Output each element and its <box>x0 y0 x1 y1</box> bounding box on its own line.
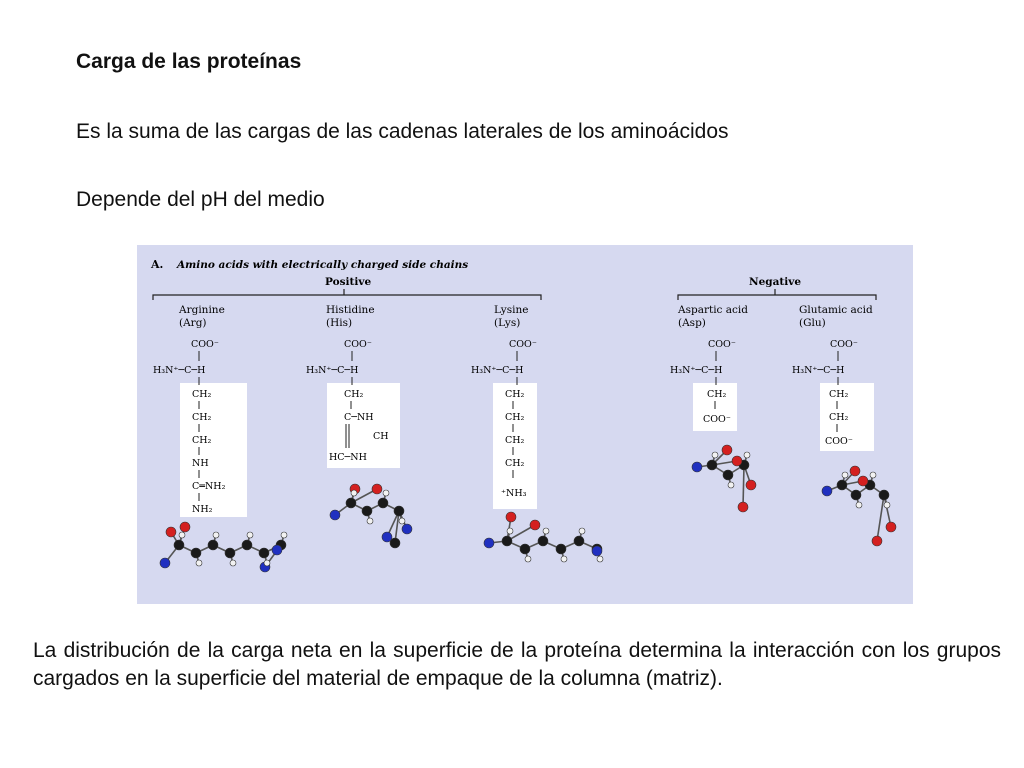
aspartic-abbr: (Asp) <box>678 317 706 329</box>
svg-text:CH₂: CH₂ <box>192 389 212 400</box>
glutamic-abbr: (Glu) <box>799 317 826 329</box>
svg-text:NH₂: NH₂ <box>192 504 213 515</box>
histidine-abbr: (His) <box>326 317 353 329</box>
arginine-atom <box>213 532 219 538</box>
net-charge-paragraph: La distribución de la carga neta en la superficie de la proteína determina la interacción con los grupos cargados en la superficie del material de empaque de la columna (matriz). <box>33 639 1001 690</box>
lysine-atom <box>502 536 512 546</box>
panel-label: A. <box>151 258 164 271</box>
lysine-abbr: (Lys) <box>494 317 521 329</box>
lysine-atom <box>520 544 530 554</box>
lysine-atom <box>530 520 540 530</box>
negative-bracket <box>678 295 876 300</box>
histidine-atom <box>372 484 382 494</box>
arginine-side-chain-box <box>180 383 247 517</box>
histidine-atom <box>399 518 405 524</box>
arginine-atom <box>174 540 184 550</box>
amino-acid-figure <box>137 245 913 604</box>
svg-text:⁺NH₃: ⁺NH₃ <box>501 488 527 499</box>
svg-text:COO⁻: COO⁻ <box>344 339 372 350</box>
svg-text:H₃N⁺─C─H: H₃N⁺─C─H <box>153 365 206 376</box>
svg-text:COO⁻: COO⁻ <box>708 339 736 350</box>
arginine-backbone <box>153 339 219 385</box>
aspartic-atom <box>722 445 732 455</box>
glutamic-atom <box>872 536 882 546</box>
histidine-atom <box>367 518 373 524</box>
arginine-atom <box>247 532 253 538</box>
aspartic-name: Aspartic acid <box>678 304 748 316</box>
glutamic-atom <box>856 502 862 508</box>
glutamic-backbone <box>792 339 858 385</box>
arginine-abbr: (Arg) <box>179 317 207 329</box>
aspartic-atom <box>746 480 756 490</box>
glutamic-atom <box>822 486 832 496</box>
lysine-atom <box>507 528 513 534</box>
aspartic-atom <box>712 452 718 458</box>
glutamic-name: Glutamic acid <box>799 304 873 316</box>
arginine-atom <box>225 548 235 558</box>
histidine-atom <box>402 524 412 534</box>
svg-text:H₃N⁺─C─H: H₃N⁺─C─H <box>792 365 845 376</box>
arginine-atom <box>259 548 269 558</box>
svg-text:CH₂: CH₂ <box>344 389 364 400</box>
glutamic-atom <box>850 466 860 476</box>
positive-label: Positive <box>325 276 372 288</box>
lysine-atom <box>538 536 548 546</box>
svg-text:COO⁻: COO⁻ <box>509 339 537 350</box>
lysine-atom <box>574 536 584 546</box>
point-sum-of-charges: Es la suma de las cargas de las cadenas laterales de los aminoácidos <box>76 120 729 143</box>
aspartic-atom <box>732 456 742 466</box>
svg-text:COO⁻: COO⁻ <box>191 339 219 350</box>
arginine-atom <box>160 558 170 568</box>
glutamic-atom <box>884 502 890 508</box>
lysine-atom <box>561 556 567 562</box>
svg-text:CH₂: CH₂ <box>505 389 525 400</box>
aspartic-atom <box>707 460 717 470</box>
positive-bracket <box>153 295 541 300</box>
glutamic-atom <box>879 490 889 500</box>
histidine-atom <box>394 506 404 516</box>
histidine-model <box>330 484 412 548</box>
arginine-atom <box>179 532 185 538</box>
svg-text:COO⁻: COO⁻ <box>703 414 731 425</box>
aspartic-atom <box>723 470 733 480</box>
histidine-atom <box>351 490 357 496</box>
lysine-atom <box>556 544 566 554</box>
arginine-atom <box>196 560 202 566</box>
histidine-atom <box>378 498 388 508</box>
svg-text:CH₂: CH₂ <box>505 435 525 446</box>
arginine-atom <box>166 527 176 537</box>
glutamic-model <box>822 466 896 546</box>
aspartic-atom <box>728 482 734 488</box>
svg-text:COO⁻: COO⁻ <box>830 339 858 350</box>
arginine-model <box>160 522 287 572</box>
svg-text:HC─NH: HC─NH <box>329 452 367 463</box>
lysine-atom <box>484 538 494 548</box>
svg-text:CH₂: CH₂ <box>829 389 849 400</box>
svg-text:CH₂: CH₂ <box>192 412 212 423</box>
histidine-atom <box>330 510 340 520</box>
glutamic-atom <box>842 472 848 478</box>
svg-text:C═NH₂: C═NH₂ <box>192 481 226 492</box>
lysine-backbone <box>471 339 537 385</box>
aspartic-atom <box>744 452 750 458</box>
lysine-atom <box>592 546 602 556</box>
arginine-name: Arginine <box>179 304 225 316</box>
aspartic-backbone <box>670 339 736 385</box>
svg-text:H₃N⁺─C─H: H₃N⁺─C─H <box>306 365 359 376</box>
svg-text:COO⁻: COO⁻ <box>825 436 853 447</box>
histidine-atom <box>383 490 389 496</box>
aspartic-atom <box>692 462 702 472</box>
arginine-atom <box>191 548 201 558</box>
svg-text:CH₂: CH₂ <box>829 412 849 423</box>
svg-text:NH: NH <box>192 458 209 469</box>
slide-title: Carga de las proteínas <box>76 50 302 73</box>
svg-text:CH₂: CH₂ <box>192 435 212 446</box>
svg-text:H₃N⁺─C─H: H₃N⁺─C─H <box>471 365 524 376</box>
arginine-atom <box>180 522 190 532</box>
glutamic-atom <box>870 472 876 478</box>
aspartic-model <box>692 445 756 512</box>
lysine-atom <box>579 528 585 534</box>
lysine-name: Lysine <box>494 304 529 316</box>
figure-caption: Amino acids with electrically charged side chains <box>177 259 469 271</box>
glutamic-atom <box>858 476 868 486</box>
histidine-atom <box>362 506 372 516</box>
svg-text:CH₂: CH₂ <box>707 389 727 400</box>
svg-text:CH: CH <box>373 431 389 442</box>
arginine-atom <box>272 545 282 555</box>
histidine-backbone <box>306 339 372 385</box>
lysine-atom <box>543 528 549 534</box>
point-ph-dependence: Depende del pH del medio <box>76 188 325 211</box>
svg-text:CH₂: CH₂ <box>505 458 525 469</box>
lysine-model <box>484 512 603 562</box>
svg-text:C─NH: C─NH <box>344 412 374 423</box>
arginine-atom <box>264 560 270 566</box>
aspartic-atom <box>738 502 748 512</box>
glutamic-atom <box>851 490 861 500</box>
svg-text:CH₂: CH₂ <box>505 412 525 423</box>
svg-text:H₃N⁺─C─H: H₃N⁺─C─H <box>670 365 723 376</box>
arginine-atom <box>281 532 287 538</box>
glutamic-atom <box>837 480 847 490</box>
arginine-atom <box>208 540 218 550</box>
histidine-name: Histidine <box>326 304 375 316</box>
arginine-atom <box>230 560 236 566</box>
lysine-atom <box>597 556 603 562</box>
lysine-atom <box>525 556 531 562</box>
negative-label: Negative <box>749 276 802 288</box>
arginine-atom <box>242 540 252 550</box>
glutamic-atom <box>886 522 896 532</box>
lysine-atom <box>506 512 516 522</box>
histidine-atom <box>382 532 392 542</box>
histidine-atom <box>346 498 356 508</box>
